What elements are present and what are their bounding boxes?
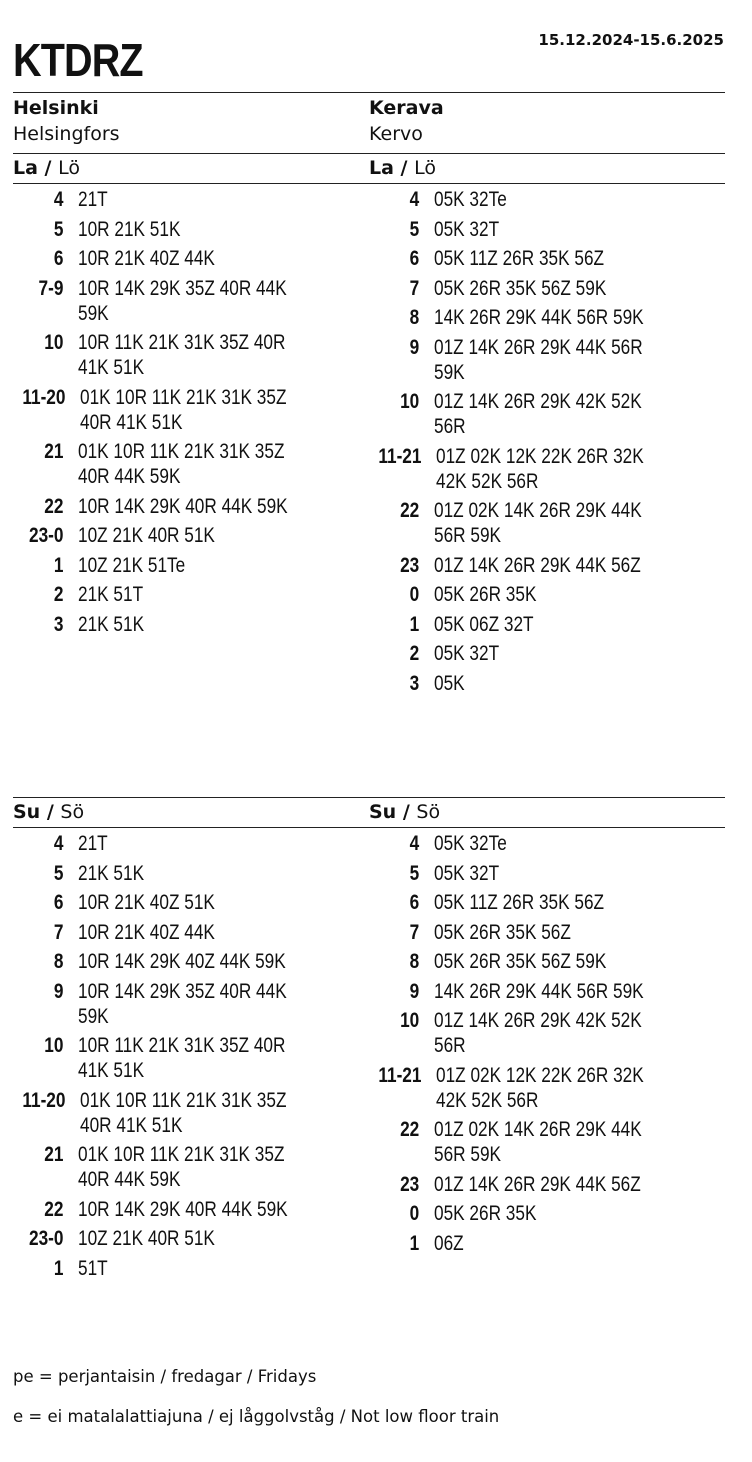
hour-label: 2 (53, 583, 64, 606)
hour-label: 23 (400, 553, 420, 577)
timetable-row (13, 330, 353, 380)
timetable-row (13, 949, 353, 974)
sat-rule-bottom (13, 183, 725, 184)
sun-right-table (369, 831, 729, 1260)
train-list: 05K 26R 35K (434, 1202, 537, 1225)
train-list: 10Z 21K 40R 51K (78, 524, 216, 547)
timetable-row (13, 831, 353, 856)
train-list: 10R 11K 21K 31K 35Z 40R 41K 51K (78, 331, 286, 379)
hour-label: 7-9 (38, 276, 64, 300)
timetable-row (369, 1008, 729, 1058)
train-list: 21K 51T (78, 583, 144, 606)
train-list: 01Z 02K 14K 26R 29K 44K 56R 59K (434, 1118, 642, 1166)
timetable-row (13, 890, 353, 915)
hour-label: 1 (53, 553, 64, 577)
hour-label: 6 (409, 891, 420, 914)
hour-label: 21 (44, 1143, 64, 1166)
sat-left-table (13, 187, 353, 641)
hour-label: 10 (44, 331, 64, 354)
hour-label: 4 (409, 188, 420, 211)
timetable-row (13, 217, 353, 242)
validity-period: 15.12.2024-15.6.2025 (538, 31, 724, 49)
timetable-row (369, 1117, 729, 1167)
timetable-row (369, 246, 729, 271)
hour-label: 0 (409, 1202, 420, 1225)
train-list: 21K 51K (78, 861, 145, 885)
train-list: 01Z 02K 12K 22K 26R 32K 42K 52K 56R (436, 1063, 644, 1112)
train-list: 05K 11Z 26R 35K 56Z (434, 891, 605, 914)
timetable-row (369, 1063, 729, 1113)
train-list: 01Z 14K 26R 29K 42K 52K 56R (434, 1009, 642, 1057)
timetable-row (13, 187, 353, 212)
hour-label: 23-0 (28, 1227, 64, 1250)
hour-label: 22 (44, 494, 64, 518)
hour-label: 6 (409, 247, 420, 270)
timetable-row (13, 1197, 353, 1222)
hour-label: 23 (400, 1172, 420, 1196)
train-list: 01K 10R 11K 21K 31K 35Z 40R 41K 51K (80, 385, 287, 434)
hour-label: 1 (53, 1256, 64, 1280)
timetable-row (369, 1231, 729, 1256)
sun-header-right: Su / Sö (369, 801, 441, 823)
train-list: 01K 10R 11K 21K 31K 35Z 40R 44K 59K (78, 440, 285, 488)
timetable-row (13, 385, 353, 435)
train-list: 01Z 14K 26R 29K 44K 56Z (434, 1172, 642, 1196)
train-list: 01Z 02K 14K 26R 29K 44K 56R 59K (434, 499, 642, 547)
hour-label: 11-21 (378, 444, 422, 468)
timetable-row (13, 523, 353, 548)
hour-label: 1 (409, 612, 420, 636)
train-list: 10R 14K 29K 40R 44K 59K (78, 1197, 289, 1221)
hour-label: 11-20 (22, 385, 66, 409)
hour-label: 22 (400, 1118, 420, 1141)
timetable-row (369, 1201, 729, 1226)
timetable-row (369, 671, 729, 696)
hour-label: 3 (409, 671, 420, 695)
train-list: 10R 14K 29K 35Z 40R 44K 59K (78, 276, 288, 325)
hour-label: 11-20 (22, 1088, 66, 1112)
hour-label: 11-21 (378, 1063, 422, 1087)
timetable-row (369, 444, 729, 494)
train-list: 51T (78, 1256, 109, 1280)
train-list: 05K 32T (434, 642, 500, 665)
hour-label: 10 (44, 1034, 64, 1057)
day-label-fi: Su (13, 801, 41, 823)
timetable-row (13, 920, 353, 945)
hour-label: 7 (409, 920, 420, 944)
train-list: 05K 11Z 26R 35K 56Z (434, 247, 605, 270)
timetable-row (13, 979, 353, 1029)
train-list: 10R 21K 40Z 44K (78, 920, 216, 944)
train-list: 01Z 02K 12K 22K 26R 32K 42K 52K 56R (436, 444, 644, 493)
train-list: 05K 32T (434, 861, 500, 885)
hour-label: 2 (409, 642, 420, 665)
train-list: 01K 10R 11K 21K 31K 35Z 40R 44K 59K (78, 1143, 285, 1191)
day-label-sv: Sö (416, 801, 441, 823)
day-label-fi: Su (369, 801, 397, 823)
hour-label: 10 (400, 390, 420, 413)
timetable-row (13, 276, 353, 326)
hour-label: 8 (53, 950, 64, 973)
day-label-sv: Sö (60, 801, 85, 823)
hour-label: 4 (53, 188, 64, 211)
train-list: 10R 21K 40Z 44K (78, 247, 216, 270)
timetable-row (369, 305, 729, 330)
timetable-row (13, 1033, 353, 1083)
train-list: 05K 26R 35K 56Z (434, 920, 572, 944)
timetable-row (369, 276, 729, 301)
train-list: 10R 14K 29K 40Z 44K 59K (78, 950, 287, 973)
station-right-fi: Kerava (369, 97, 444, 119)
hour-label: 6 (53, 247, 64, 270)
top-rule (13, 92, 725, 93)
timetable-row (13, 1088, 353, 1138)
timetable-row (13, 1226, 353, 1251)
timetable-row (369, 890, 729, 915)
hour-label: 1 (409, 1231, 420, 1255)
train-list: 21T (78, 832, 109, 855)
sun-rule-bottom (13, 827, 725, 828)
train-list: 10R 21K 40Z 51K (78, 891, 216, 914)
timetable-row (13, 1142, 353, 1192)
sun-rule-top (13, 797, 725, 798)
timetable-row (369, 641, 729, 666)
train-list: 05K 32T (434, 217, 500, 241)
timetable-row (13, 1256, 353, 1281)
hour-label: 4 (53, 832, 64, 855)
hour-label: 22 (400, 499, 420, 522)
train-list: 05K 26R 35K (434, 583, 537, 606)
train-list: 01Z 14K 26R 29K 44K 56Z (434, 553, 642, 577)
train-list: 05K 26R 35K 56Z 59K (434, 950, 607, 973)
day-label-sv: Lö (58, 157, 80, 179)
hour-label: 7 (53, 920, 64, 944)
train-list: 10R 14K 29K 35Z 40R 44K 59K (78, 979, 288, 1028)
train-list: 05K 06Z 32T (434, 612, 534, 636)
hour-label: 22 (44, 1197, 64, 1221)
station-right (369, 95, 444, 147)
hour-label: 21 (44, 440, 64, 463)
timetable-row (369, 831, 729, 856)
hour-label: 9 (409, 335, 420, 359)
timetable-row (13, 612, 353, 637)
timetable-row (13, 582, 353, 607)
timetable-row (369, 498, 729, 548)
sun-header-left: Su / Sö (13, 801, 85, 823)
sun-left-table (13, 831, 353, 1285)
train-list: 21T (78, 188, 109, 211)
timetable-row (13, 553, 353, 578)
timetable-row (369, 861, 729, 886)
hour-label: 6 (53, 891, 64, 914)
timetable-row (369, 553, 729, 578)
timetable-row (13, 494, 353, 519)
timetable-row (369, 920, 729, 945)
hour-label: 5 (53, 861, 64, 885)
train-list: 14K 26R 29K 44K 56R 59K (434, 306, 644, 329)
footnote-e: e = ei matalalattiajuna / ej låggolvståg / Not low floor train (13, 1407, 500, 1426)
timetable-row (13, 246, 353, 271)
hour-label: 3 (53, 612, 64, 636)
timetable-row (13, 439, 353, 489)
train-list: 05K 32Te (434, 832, 508, 855)
train-list: 10Z 21K 51Te (78, 553, 186, 577)
day-label-fi: La (369, 157, 394, 179)
train-list: 10R 21K 51K (78, 217, 181, 241)
hour-label: 23-0 (28, 524, 64, 547)
station-left (13, 95, 120, 147)
train-list: 06Z (434, 1231, 464, 1255)
hour-label: 9 (53, 979, 64, 1003)
timetable-row (369, 217, 729, 242)
hour-label: 0 (409, 583, 420, 606)
hour-label: 8 (409, 306, 420, 329)
timetable-row (369, 187, 729, 212)
train-list: 10R 14K 29K 40R 44K 59K (78, 494, 289, 518)
hour-label: 9 (409, 979, 420, 1003)
timetable-row (369, 612, 729, 637)
hour-label: 5 (53, 217, 64, 241)
train-list: 05K (434, 671, 465, 695)
timetable-row (13, 861, 353, 886)
station-left-sv: Helsingfors (13, 123, 120, 145)
hour-label: 5 (409, 217, 420, 241)
train-list: 14K 26R 29K 44K 56R 59K (434, 979, 644, 1003)
train-list: 01Z 14K 26R 29K 42K 52K 56R (434, 390, 642, 438)
day-label-sv: Lö (414, 157, 436, 179)
train-list: 10R 11K 21K 31K 35Z 40R 41K 51K (78, 1034, 286, 1082)
hour-label: 8 (409, 950, 420, 973)
timetable-row (369, 1172, 729, 1197)
day-label-fi: La (13, 157, 38, 179)
station-right-sv: Kervo (369, 123, 423, 145)
train-list: 01Z 14K 26R 29K 44K 56R 59K (434, 335, 643, 384)
train-list: 05K 32Te (434, 188, 508, 211)
timetable-row (369, 335, 729, 385)
station-left-fi: Helsinki (13, 97, 99, 119)
hour-label: 4 (409, 832, 420, 855)
train-list: 01K 10R 11K 21K 31K 35Z 40R 41K 51K (80, 1088, 287, 1137)
sat-right-table (369, 187, 729, 700)
train-list: 21K 51K (78, 612, 145, 636)
train-list: 05K 26R 35K 56Z 59K (434, 276, 607, 300)
hour-label: 10 (400, 1009, 420, 1032)
train-list: 10Z 21K 40R 51K (78, 1227, 216, 1250)
timetable-row (369, 389, 729, 439)
hour-label: 7 (409, 276, 420, 300)
sat-header-right: La / Lö (369, 157, 436, 179)
timetable-row (369, 582, 729, 607)
sat-rule-top (13, 153, 725, 154)
hour-label: 5 (409, 861, 420, 885)
footnote-pe: pe = perjantaisin / fredagar / Fridays (13, 1367, 317, 1386)
timetable-row (369, 949, 729, 974)
sat-header-left: La / Lö (13, 157, 80, 179)
page-title: KTDRZ (13, 34, 143, 86)
timetable-row (369, 979, 729, 1004)
